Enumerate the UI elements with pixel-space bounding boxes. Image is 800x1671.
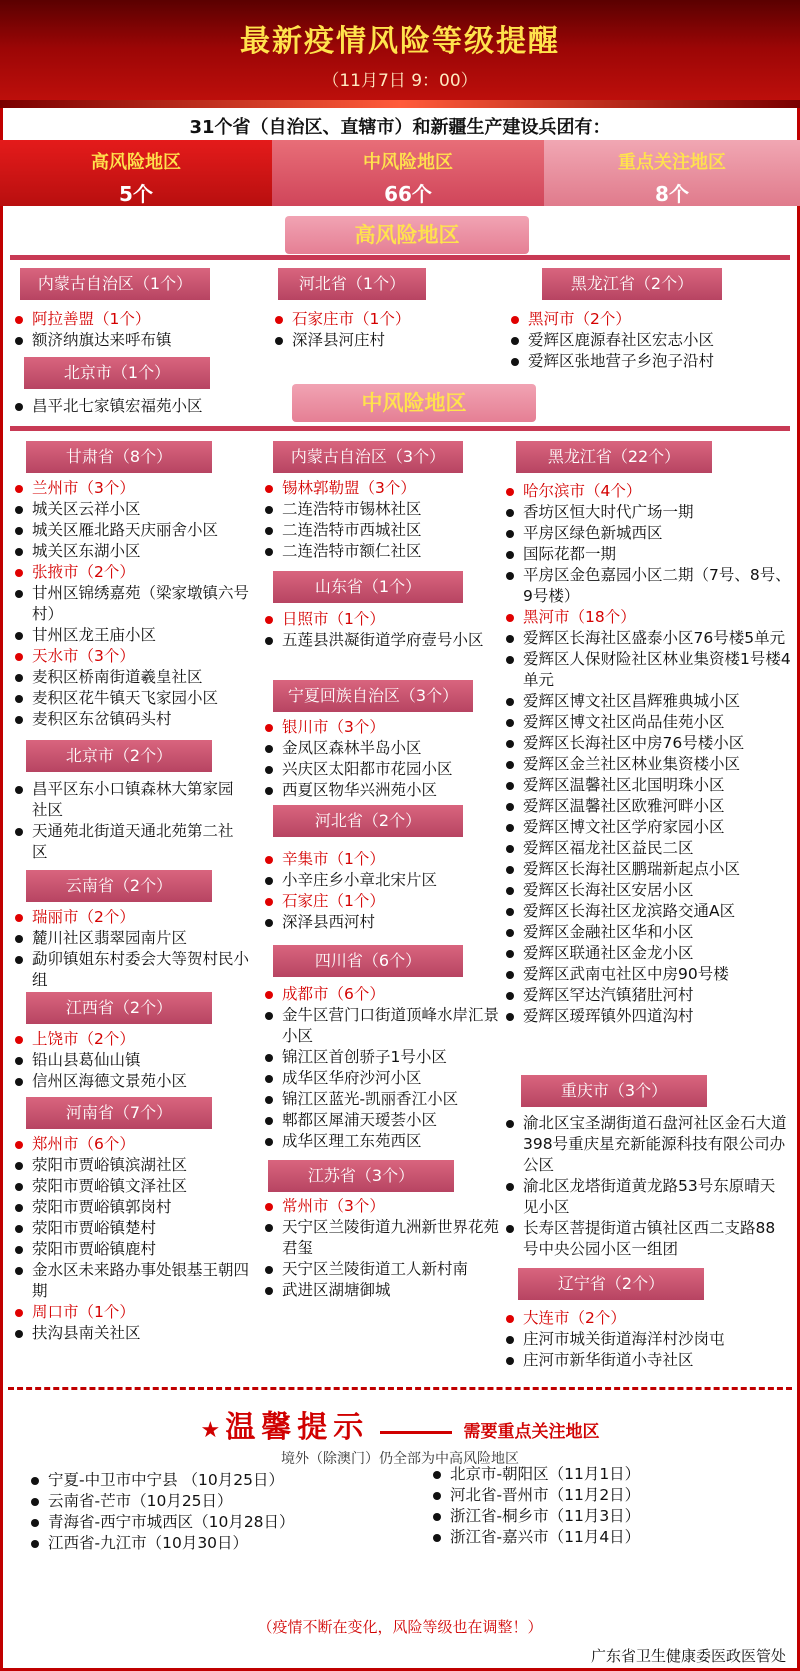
city-heading: 石家庄市（1个）: [272, 309, 502, 330]
city-heading: 天水市（3个）: [12, 646, 267, 667]
city-heading: 锡林郭勒盟（3个）: [262, 478, 502, 499]
location-item: 麦积区花牛镇天飞家园小区: [12, 688, 267, 709]
location-item: 荥阳市贾峪镇滨湖社区: [12, 1155, 257, 1176]
location-item: 麓川社区翡翠园南片区: [12, 928, 252, 949]
province-chip: 北京市（2个）: [26, 740, 212, 772]
location-item: 成华区理工东苑西区: [262, 1131, 502, 1152]
location-item: 爱辉区长海社区盛泰小区76号楼5单元: [503, 628, 795, 649]
location-item: 城关区云祥小区: [12, 499, 267, 520]
location-item: 扶沟县南关社区: [12, 1323, 257, 1344]
location-item: 爱辉区福龙社区益民二区: [503, 838, 795, 859]
location-item: 天宁区兰陵街道工人新村南: [262, 1259, 502, 1280]
province-list: [262, 849, 502, 933]
footer-source: 广东省卫生健康委医政医管处: [590, 1647, 786, 1665]
page-title: 最新疫情风险等级提醒: [240, 24, 560, 59]
location-item: 庄河市城关街道海洋村沙岗屯: [503, 1329, 790, 1350]
focus-area-item: 江西省-九江市（10月30日）: [28, 1533, 428, 1554]
city-heading: 银川市（3个）: [262, 717, 502, 738]
tips-heading: [0, 1402, 800, 1446]
location-item: 庄河市新华街道小寺社区: [503, 1350, 790, 1371]
city-heading: 日照市（1个）: [262, 609, 502, 630]
location-item: 爱辉区瑷珲镇外四道沟村: [503, 1006, 795, 1027]
tips-rule: [380, 1431, 452, 1434]
province-list: [12, 907, 252, 991]
location-item: 香坊区恒大时代广场一期: [503, 502, 795, 523]
province-list: [503, 1308, 790, 1371]
location-item: 锦江区蓝光-凯丽香江小区: [262, 1089, 502, 1110]
location-item: 西夏区物华兴洲苑小区: [262, 780, 502, 801]
summary-text: 31个省（自治区、直辖市）和新疆生产建设兵团有：: [189, 117, 611, 138]
location-item: 金凤区森林半岛小区: [262, 738, 502, 759]
star-icon: ★: [200, 1418, 221, 1443]
province-list: [12, 309, 262, 351]
city-heading: 瑞丽市（2个）: [12, 907, 252, 928]
province-list: [262, 984, 502, 1152]
location-item: 爱辉区温馨社区北国明珠小区: [503, 775, 795, 796]
update-time: （11月7日 9：00）: [322, 71, 478, 91]
location-item: 深泽县河庄村: [272, 330, 502, 351]
location-item: 成华区华府沙河小区: [262, 1068, 502, 1089]
province-chip: 黑龙江省（22个）: [516, 441, 712, 473]
city-heading: 大连市（2个）: [503, 1308, 790, 1329]
city-heading: 石家庄（1个）: [262, 891, 502, 912]
location-item: 锦江区首创骄子1号小区: [262, 1047, 502, 1068]
focus-area-list-left: [28, 1470, 428, 1554]
location-item: 爱辉区长海社区安居小区: [503, 880, 795, 901]
province-chip: 山东省（1个）: [273, 571, 463, 603]
province-chip: 江苏省（3个）: [268, 1160, 454, 1192]
province-list: [262, 609, 502, 651]
focus-area-list-right: [430, 1464, 790, 1548]
focus-area-summary: [544, 140, 800, 206]
province-list: [272, 309, 502, 351]
tips-subtitle: 需要重点关注地区: [463, 1422, 600, 1442]
city-heading: 上饶市（2个）: [12, 1029, 252, 1050]
focus-area-item: 浙江省-桐乡市（11月3日）: [430, 1506, 790, 1527]
location-item: 爱辉区长海社区龙滨路交通A区: [503, 901, 795, 922]
location-item: 爱辉区金融社区华和小区: [503, 922, 795, 943]
province-chip: 内蒙古自治区（3个）: [273, 441, 463, 473]
focus-area-item: 青海省-西宁市城西区（10月28日）: [28, 1512, 428, 1533]
location-item: 小辛庄乡小章北宋片区: [262, 870, 502, 891]
city-heading: 成都市（6个）: [262, 984, 502, 1005]
province-chip: 宁夏回族自治区（3个）: [273, 680, 473, 712]
location-item: 爱辉区博文社区学府家园小区: [503, 817, 795, 838]
location-item: 渝北区龙塔街道黄龙路53号东原晴天见小区: [503, 1176, 790, 1218]
medium-risk-count: 66个: [384, 182, 432, 206]
province-list: [12, 478, 267, 730]
province-chip: 重庆市（3个）: [521, 1075, 707, 1107]
location-item: 国际花都一期: [503, 544, 795, 565]
province-chip: 北京市（1个）: [24, 357, 210, 389]
header: [0, 0, 800, 108]
province-chip: 四川省（6个）: [273, 945, 463, 977]
location-item: 爱辉区联通社区金龙小区: [503, 943, 795, 964]
location-item: 天宁区兰陵街道九洲新世界花苑君玺: [262, 1217, 502, 1259]
focus-area-item: 河北省-晋州市（11月2日）: [430, 1485, 790, 1506]
location-item: 兴庆区太阳都市花园小区: [262, 759, 502, 780]
province-list: [12, 396, 262, 417]
tips-note: 境外（除澳门）仍全部为中高风险地区: [281, 1451, 519, 1467]
location-item: 勐卯镇姐东村委会大等贺村民小组: [12, 949, 252, 991]
high-risk-summary: [0, 140, 272, 206]
city-heading: 周口市（1个）: [12, 1302, 257, 1323]
location-item: 额济纳旗达来呼布镇: [12, 330, 262, 351]
location-item: 金牛区营门口街道顶峰水岸汇景小区: [262, 1005, 502, 1047]
location-item: 荥阳市贾峪镇楚村: [12, 1218, 257, 1239]
section-rule: [10, 255, 790, 260]
medium-risk-summary: [272, 140, 544, 206]
province-list: [262, 717, 502, 801]
province-list: [262, 478, 502, 562]
location-item: 二连浩特市锡林社区: [262, 499, 502, 520]
province-chip: 辽宁省（2个）: [518, 1268, 704, 1300]
location-item: 二连浩特市额仁社区: [262, 541, 502, 562]
location-item: 深泽县西河村: [262, 912, 502, 933]
focus-area-item: 北京市-朝阳区（11月1日）: [430, 1464, 790, 1485]
province-chip: 内蒙古自治区（1个）: [20, 268, 210, 300]
province-list: [508, 309, 793, 372]
location-item: 铅山县葛仙山镇: [12, 1050, 252, 1071]
location-item: 爱辉区人保财险社区林业集资楼1号楼4单元: [503, 649, 795, 691]
high-risk-count: 5个: [119, 182, 153, 206]
province-list: [503, 1113, 790, 1260]
header-divider: [0, 100, 800, 108]
location-item: 天通苑北街道天通北苑第二社区: [12, 821, 242, 863]
province-list: [12, 1134, 257, 1344]
province-chip: 云南省（2个）: [26, 870, 212, 902]
province-list: [262, 1196, 502, 1301]
location-item: 荥阳市贾峪镇文泽社区: [12, 1176, 257, 1197]
focus-area-item: 云南省-芒市（10月25日）: [28, 1491, 428, 1512]
location-item: 平房区金色嘉园小区二期（7号、8号、9号楼）: [503, 565, 795, 607]
city-heading: 黑河市（2个）: [508, 309, 793, 330]
focus-area-item: 宁夏-中卫市中宁县 （10月25日）: [28, 1470, 428, 1491]
location-item: 城关区雁北路天庆丽舍小区: [12, 520, 267, 541]
footer-warning: （疫情不断在变化，风险等级也在调整！）: [257, 1618, 543, 1636]
location-item: 麦积区桥南街道羲皇社区: [12, 667, 267, 688]
location-item: 荥阳市贾峪镇郭岗村: [12, 1197, 257, 1218]
tips-title: 温馨提示: [225, 1410, 370, 1445]
location-item: 爱辉区武南屯社区中房90号楼: [503, 964, 795, 985]
city-heading: 黑河市（18个）: [503, 607, 795, 628]
province-chip: 甘肃省（8个）: [26, 441, 212, 473]
location-item: 爱辉区博文社区尚品佳苑小区: [503, 712, 795, 733]
city-heading: 兰州市（3个）: [12, 478, 267, 499]
province-chip: 黑龙江省（2个）: [542, 268, 722, 300]
location-item: 爱辉区张地营子乡泡子沿村: [508, 351, 793, 372]
city-heading: 常州市（3个）: [262, 1196, 502, 1217]
province-chip: 江西省（2个）: [26, 992, 212, 1024]
city-heading: 阿拉善盟（1个）: [12, 309, 262, 330]
focus-area-item: 浙江省-嘉兴市（11月4日）: [430, 1527, 790, 1548]
location-item: 爱辉区温馨社区欧雅河畔小区: [503, 796, 795, 817]
location-item: 长寿区菩提街道古镇社区西二支路88号中央公园小区一组团: [503, 1218, 790, 1260]
province-list: [503, 481, 795, 1027]
location-item: 爱辉区金兰社区林业集资楼小区: [503, 754, 795, 775]
city-heading: 哈尔滨市（4个）: [503, 481, 795, 502]
location-item: 渝北区宝圣湖街道石盘河社区金石大道398号重庆星充新能源科技有限公司办公区: [503, 1113, 790, 1176]
location-item: 平房区绿色新城西区: [503, 523, 795, 544]
section-divider: [8, 1387, 792, 1390]
city-heading: 郑州市（6个）: [12, 1134, 257, 1155]
location-item: 信州区海德文景苑小区: [12, 1071, 252, 1092]
location-item: 金水区未来路办事处银基王朝四期: [12, 1260, 257, 1302]
location-item: 武进区湖塘御城: [262, 1280, 502, 1301]
location-item: 甘州区锦绣嘉苑（梁家墩镇六号村）: [12, 583, 267, 625]
city-heading: 辛集市（1个）: [262, 849, 502, 870]
province-list: [12, 1029, 252, 1092]
focus-area-count: 8个: [655, 182, 689, 206]
medium-risk-label: 中风险地区: [363, 152, 453, 173]
medium-risk-banner: 中风险地区: [292, 384, 536, 422]
province-chip: 河南省（7个）: [26, 1097, 212, 1129]
province-chip: 河北省（2个）: [273, 805, 463, 837]
location-item: 甘州区龙王庙小区: [12, 625, 267, 646]
location-item: 爱辉区长海社区中房76号楼小区: [503, 733, 795, 754]
location-item: 荥阳市贾峪镇鹿村: [12, 1239, 257, 1260]
location-item: 爱辉区长海社区鹏瑞新起点小区: [503, 859, 795, 880]
province-chip: 河北省（1个）: [278, 268, 426, 300]
high-risk-banner: 高风险地区: [285, 216, 529, 254]
location-item: 爱辉区罕达汽镇猪肚河村: [503, 985, 795, 1006]
city-heading: 张掖市（2个）: [12, 562, 267, 583]
location-item: 城关区东湖小区: [12, 541, 267, 562]
location-item: 爱辉区鹿源春社区宏志小区: [508, 330, 793, 351]
location-item: 五莲县洪凝街道学府壹号小区: [262, 630, 502, 651]
province-list: [12, 779, 242, 863]
location-item: 爱辉区博文社区昌辉雅典城小区: [503, 691, 795, 712]
location-item: 昌平北七家镇宏福苑小区: [12, 396, 262, 417]
focus-area-label: 重点关注地区: [618, 152, 726, 173]
high-risk-label: 高风险地区: [91, 152, 181, 173]
location-item: 麦积区东岔镇码头村: [12, 709, 267, 730]
location-item: 昌平区东小口镇森林大第家园社区: [12, 779, 242, 821]
location-item: 郫都区犀浦天瑷荟小区: [262, 1110, 502, 1131]
section-rule: [10, 426, 790, 431]
location-item: 二连浩特市西城社区: [262, 520, 502, 541]
